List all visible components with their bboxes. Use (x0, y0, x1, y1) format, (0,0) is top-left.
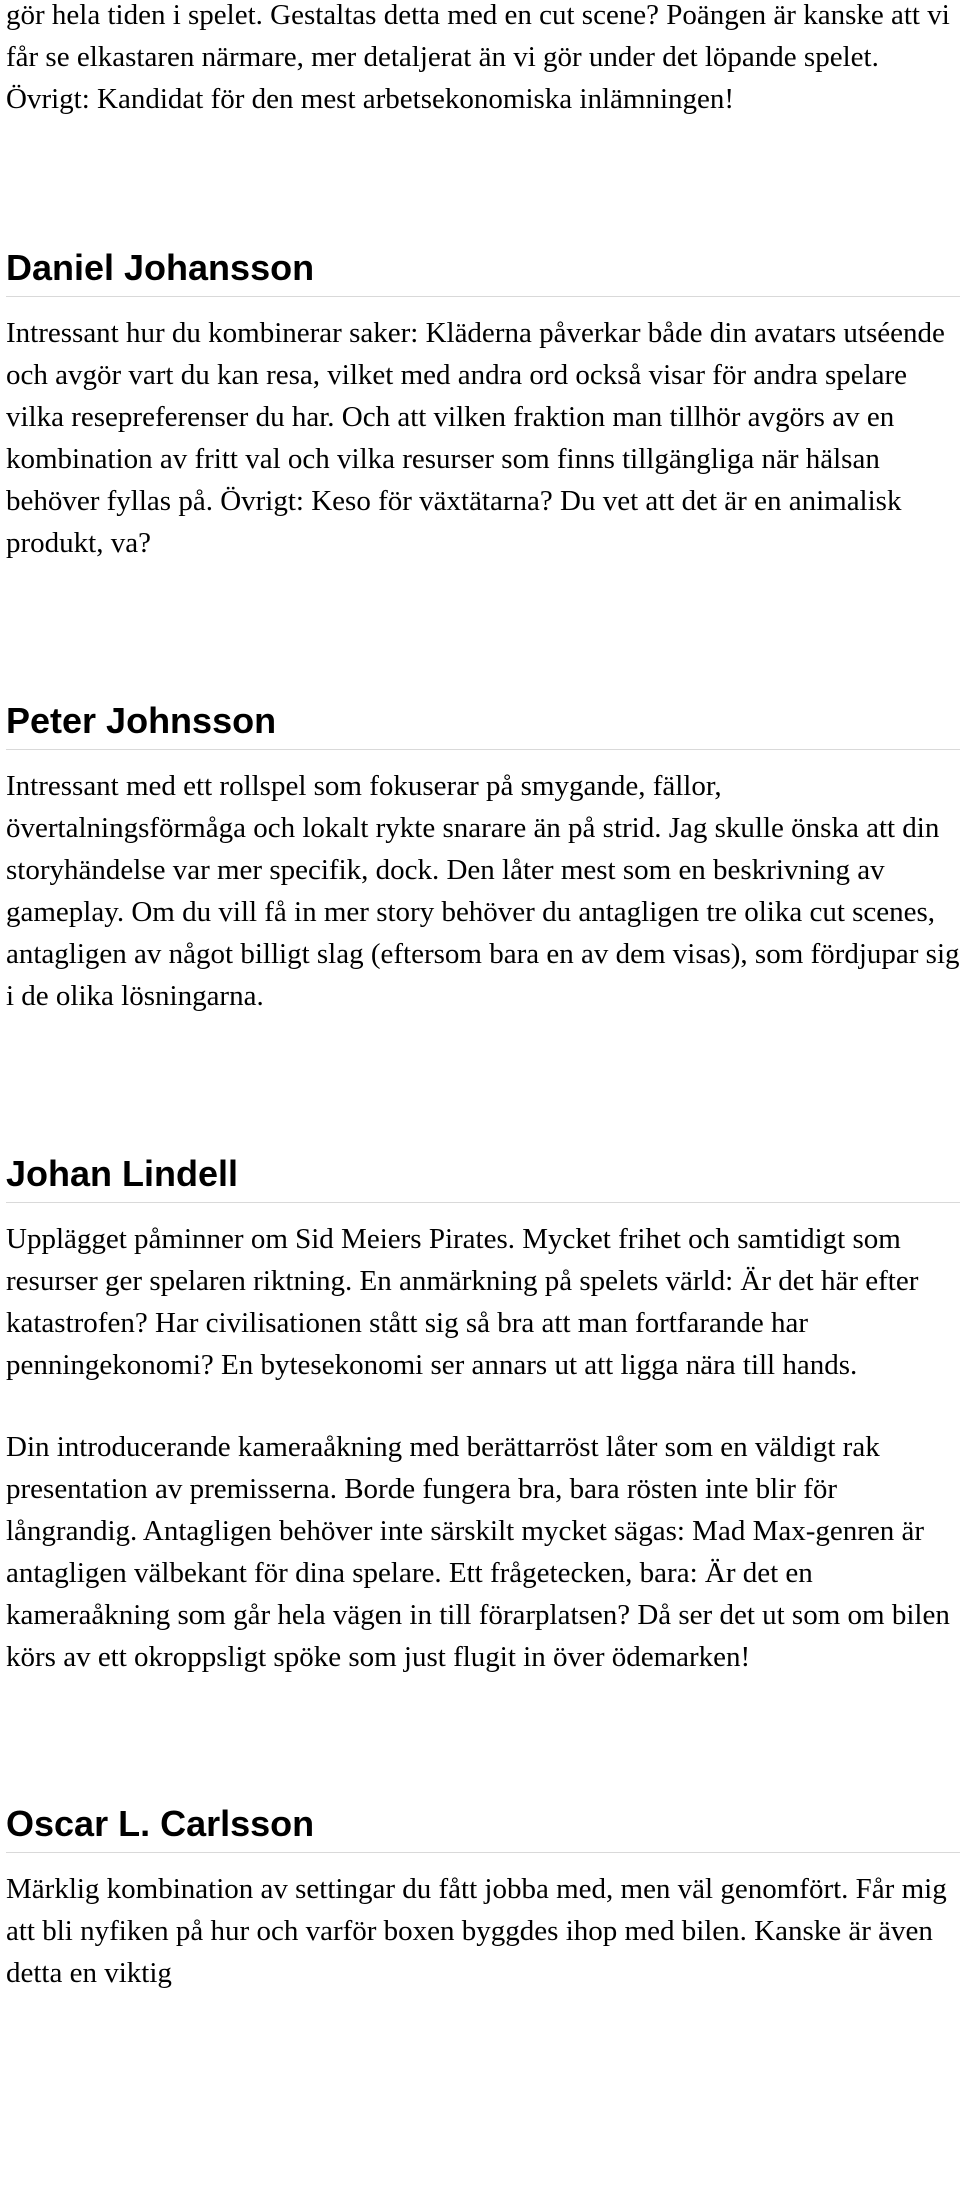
section-heading: Johan Lindell (6, 1152, 960, 1203)
section-paragraph: Intressant hur du kombinerar saker: Kläderna påverkar både din avatars utséende och avgör vart du kan resa, vilket med andra ord också visar för andra spelare vilka resepreferenser du har. Och att vilken fraktion man tillhör avgörs av en kombination av fritt val och vilka resurser som finns tillgängliga när hälsan behöver fyllas på. Övrigt: Keso för växtätarna? Du vet att det är en animalisk produkt, va? (6, 317, 945, 559)
section-peter-johnsson (6, 699, 960, 1017)
section-heading: Oscar L. Carlsson (6, 1802, 960, 1853)
section-paragraph: Intressant med ett rollspel som fokuserar på smygande, fällor, övertalningsförmåga och lokalt rykte snarare än på strid. Jag skulle önska att din storyhändelse var mer specifik, dock. Den låter mest som en beskrivning av gameplay. Om du vill få in mer story behöver du antagligen tre olika cut scenes, antagligen av något billigt slag (eftersom bara en av dem visas), som fördjupar sig i de olika lösningarna. (6, 770, 960, 1012)
intro-paragraph: gör hela tiden i spelet. Gestaltas detta med en cut scene? Poängen är kanske att vi får se elkastaren närmare, mer detaljerat än vi gör under det löpande spelet. Övrigt: Kandidat för den mest arbetsekonomiska inlämningen! (6, 0, 950, 115)
section-paragraph: Din introducerande kameraåkning med berättarröst låter som en väldigt rak presentation av premisserna. Borde fungera bra, bara rösten inte blir för långrandig. Antagligen behöver inte särskilt mycket sägas: Mad Max-genren är antagligen välbekant för dina spelare. Ett frågetecken, bara: Är det en kameraåkning som går hela vägen in till förarplatsen? Då ser det ut som om bilen körs av ett okroppsligt spöke som just flugit in över ödemarken! (6, 1431, 950, 1673)
section-paragraph: Upplägget påminner om Sid Meiers Pirates. Mycket frihet och samtidigt som resurser ger spelaren riktning. En anmärkning på spelets värld: Är det här efter katastrofen? Har civilisationen stått sig så bra att man fortfarande har penningekonomi? En bytesekonomi ser annars ut att ligga nära till hands. (6, 1223, 919, 1381)
section-heading: Daniel Johansson (6, 246, 960, 297)
section-daniel-johansson (6, 246, 960, 564)
document-page (6, 0, 960, 2191)
section-johan-lindell (6, 1152, 960, 1678)
section-paragraph: Märklig kombination av settingar du fått jobba med, men väl genomfört. Får mig att bli nyfiken på hur och varför boxen byggdes ihop med bilen. Kanske är även detta en viktig (6, 1873, 947, 1989)
section-oscar-l-carlsson (6, 1802, 960, 1994)
section-heading: Peter Johnsson (6, 699, 960, 750)
